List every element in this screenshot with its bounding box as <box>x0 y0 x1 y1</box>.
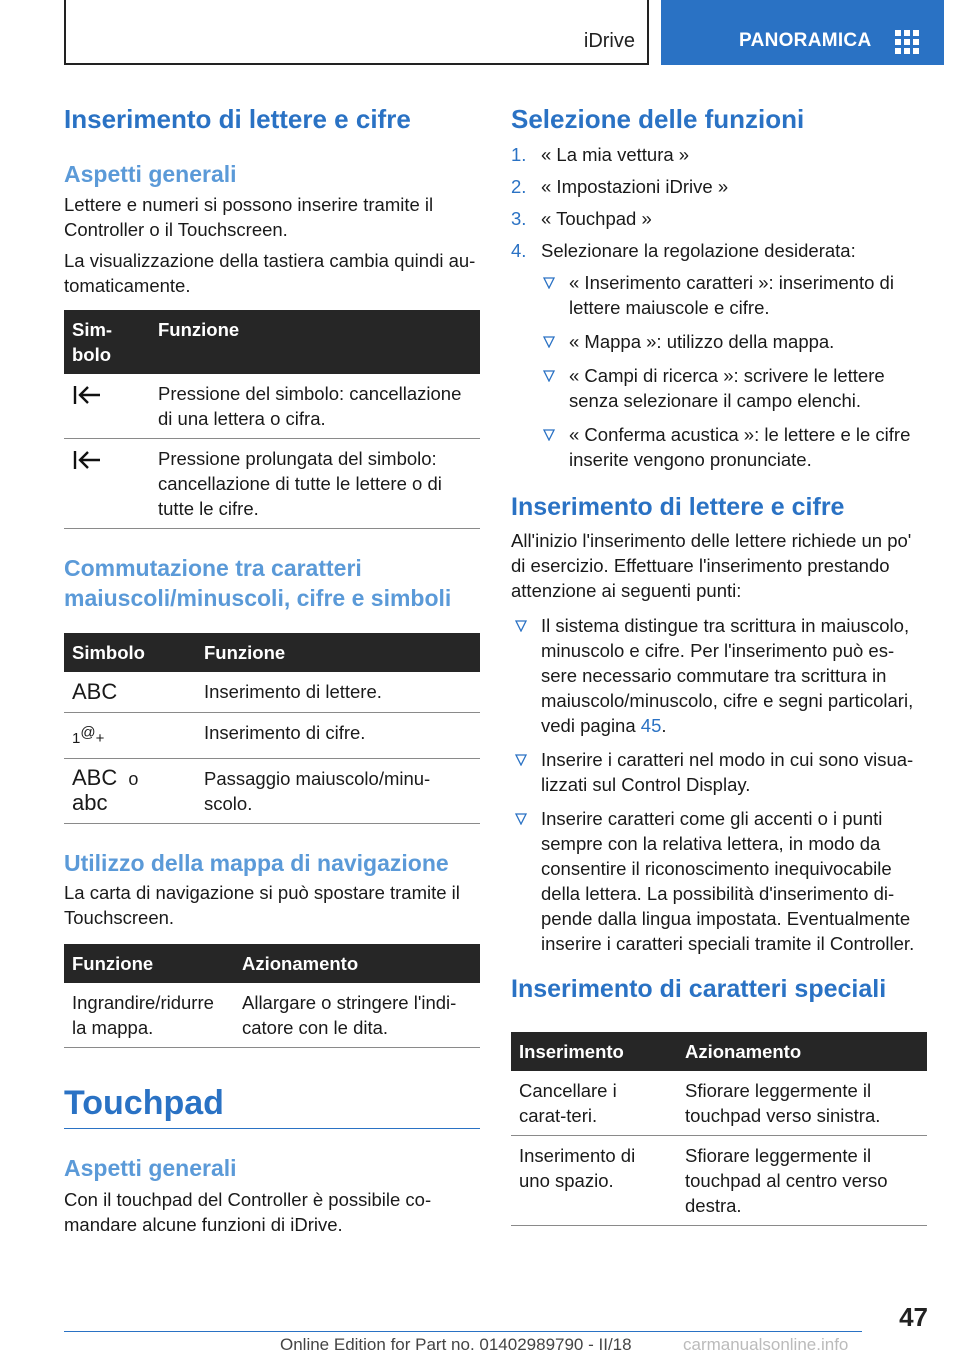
list-item: 1. « La mia vettura » <box>511 144 690 165</box>
cell-text: Sfiorare leggermente il touchpad verso sinistra. <box>677 1071 927 1136</box>
footer-watermark: carmanualsonline.info <box>683 1335 849 1354</box>
paragraph-intro: Lettere e numeri si possono inserire tramite il Controller o il Touchscreen. <box>64 194 434 240</box>
section-title-touchpad: Touchpad <box>64 1084 224 1122</box>
list-item: Inserire i caratteri nel modo in cui sono visua-lizzati sul Control Display. <box>511 747 927 797</box>
table-row <box>64 374 480 439</box>
list-item: 4. Selezionare la regolazione desiderata: <box>511 240 856 261</box>
page-link[interactable]: 45 <box>640 715 662 736</box>
table-special <box>511 1032 927 1226</box>
th-azionamento: Azionamento <box>677 1032 927 1071</box>
cell-text: Sfiorare leggermente il touchpad al centro verso destra. <box>677 1136 927 1226</box>
table-row <box>64 439 480 529</box>
th-inserimento: Inserimento <box>511 1032 677 1071</box>
backspace-icon <box>72 449 102 471</box>
cell-text: Passaggio maiuscolo/minu-scolo. <box>196 759 480 824</box>
cell-text: Allargare o stringere l'indi-catore con le dita. <box>234 983 480 1048</box>
section-title-lettere: Inserimento di lettere e cifre <box>64 104 411 134</box>
cell-text: Pressione prolungata del simbolo: cancellazione di tutte le lettere o di tutte le cifre. <box>150 439 480 529</box>
table-symbols <box>64 310 480 529</box>
header-chapter-title: PANORAMICA <box>739 30 872 51</box>
cell-text: Inserimento di lettere. <box>196 672 480 713</box>
options-list <box>511 270 927 472</box>
section-title-selezione: Selezione delle funzioni <box>511 104 805 134</box>
abc-upper-symbol: ABC <box>72 679 118 704</box>
th-funzione: Funzione <box>150 310 480 374</box>
list-item: 3. « Touchpad » <box>511 208 652 229</box>
list-item: Il sistema distingue tra scrittura in maiuscolo, minuscolo e cifre. Per l'inserimento può es-sere necessario commutare tra scrittura in maiuscolo/minuscolo, cifre e segni particolari, vedi pagina 45. <box>511 613 927 738</box>
subheading-aspetti: Aspetti generali <box>64 161 237 187</box>
triangle-bullet-icon <box>543 277 555 289</box>
digits-symbol: 1@+ <box>64 713 196 759</box>
th-funzione: Funzione <box>196 633 480 672</box>
table-map <box>64 944 480 1048</box>
triangle-bullet-icon <box>543 429 555 441</box>
subheading-mappa: Utilizzo della mappa di navigazione <box>64 850 449 876</box>
table-row <box>511 1136 927 1226</box>
table-row <box>64 983 480 1048</box>
cell-text: Ingrandire/ridurre la mappa. <box>64 983 234 1048</box>
table-row <box>511 1071 927 1136</box>
footer-edition: Online Edition for Part no. 01402989790 - II/18 <box>280 1335 632 1354</box>
triangle-bullet-icon <box>515 754 527 766</box>
footer-rule <box>64 1331 862 1332</box>
th-funzione: Funzione <box>64 944 234 983</box>
th-simbolo: Simbolo <box>64 633 196 672</box>
triangle-bullet-icon <box>543 370 555 382</box>
steps-list <box>511 142 927 263</box>
table-modes <box>64 633 480 824</box>
paragraph-mappa: La carta di navigazione si può spostare tramite il Touchscreen. <box>64 882 460 928</box>
table-row <box>64 672 480 713</box>
cell-text: Pressione del simbolo: cancellazione di una lettera o cifra. <box>150 374 480 439</box>
left-column <box>64 98 480 1237</box>
paragraph-esercizio: All'inizio l'inserimento delle lettere richiede un po' di esercizio. Effettuare l'inserimento prestando attenzione ai seguenti punti: <box>511 530 912 601</box>
list-item: « Campi di ricerca »: scrivere le lettere senza selezionare il campo elenchi. <box>539 363 927 413</box>
subheading-touchpad-aspetti: Aspetti generali <box>64 1155 237 1181</box>
tips-list <box>511 613 927 956</box>
cell-text: Cancellare i carat-teri. <box>511 1071 677 1136</box>
page-number: 47 <box>899 1302 928 1332</box>
case-toggle-symbol: ABC o abc <box>64 759 196 824</box>
header-section-title: iDrive <box>583 30 635 52</box>
triangle-bullet-icon <box>543 336 555 348</box>
backspace-icon <box>72 384 102 406</box>
subheading-commutazione: Commutazione tra caratteri maiuscoli/minuscoli, cifre e simboli <box>64 555 452 611</box>
subheading-caratteri-speciali: Inserimento di caratteri speciali <box>511 975 887 1003</box>
cell-text: Inserimento di uno spazio. <box>511 1136 677 1226</box>
list-item: Inserire caratteri come gli accenti o i punti sempre con la relativa lettera, in modo da consentire il riconoscimento inequivocabile della lettera. La possibilità d'inserimento di-pende dalla lingua impostata. Eventualmente inserire i caratteri speciali tramite il Controller. <box>511 806 927 956</box>
table-row <box>64 759 480 824</box>
header-section-box <box>64 0 649 65</box>
list-item: « Conferma acustica »: le lettere e le cifre inserite vengono pronunciate. <box>539 422 927 472</box>
cell-text: Inserimento di cifre. <box>196 713 480 759</box>
header-chapter-tab[interactable] <box>661 0 944 65</box>
section-rule <box>64 1128 480 1129</box>
triangle-bullet-icon <box>515 620 527 632</box>
th-simbolo: Sim-bolo <box>64 310 150 374</box>
table-row <box>64 713 480 759</box>
grid-icon <box>895 30 919 54</box>
list-item: « Inserimento caratteri »: inserimento di lettere maiuscole e cifre. <box>539 270 927 320</box>
triangle-bullet-icon <box>515 813 527 825</box>
right-column <box>511 98 927 1226</box>
subheading-lettere-cifre: Inserimento di lettere e cifre <box>511 493 845 521</box>
list-item: « Mappa »: utilizzo della mappa. <box>539 329 927 354</box>
list-item: 2. « Impostazioni iDrive » <box>511 176 729 197</box>
paragraph-keyboard: La visualizzazione della tastiera cambia quindi au-tomaticamente. <box>64 250 476 296</box>
th-azionamento: Azionamento <box>234 944 480 983</box>
paragraph-touchpad: Con il touchpad del Controller è possibile co-mandare alcune funzioni di iDrive. <box>64 1189 432 1235</box>
